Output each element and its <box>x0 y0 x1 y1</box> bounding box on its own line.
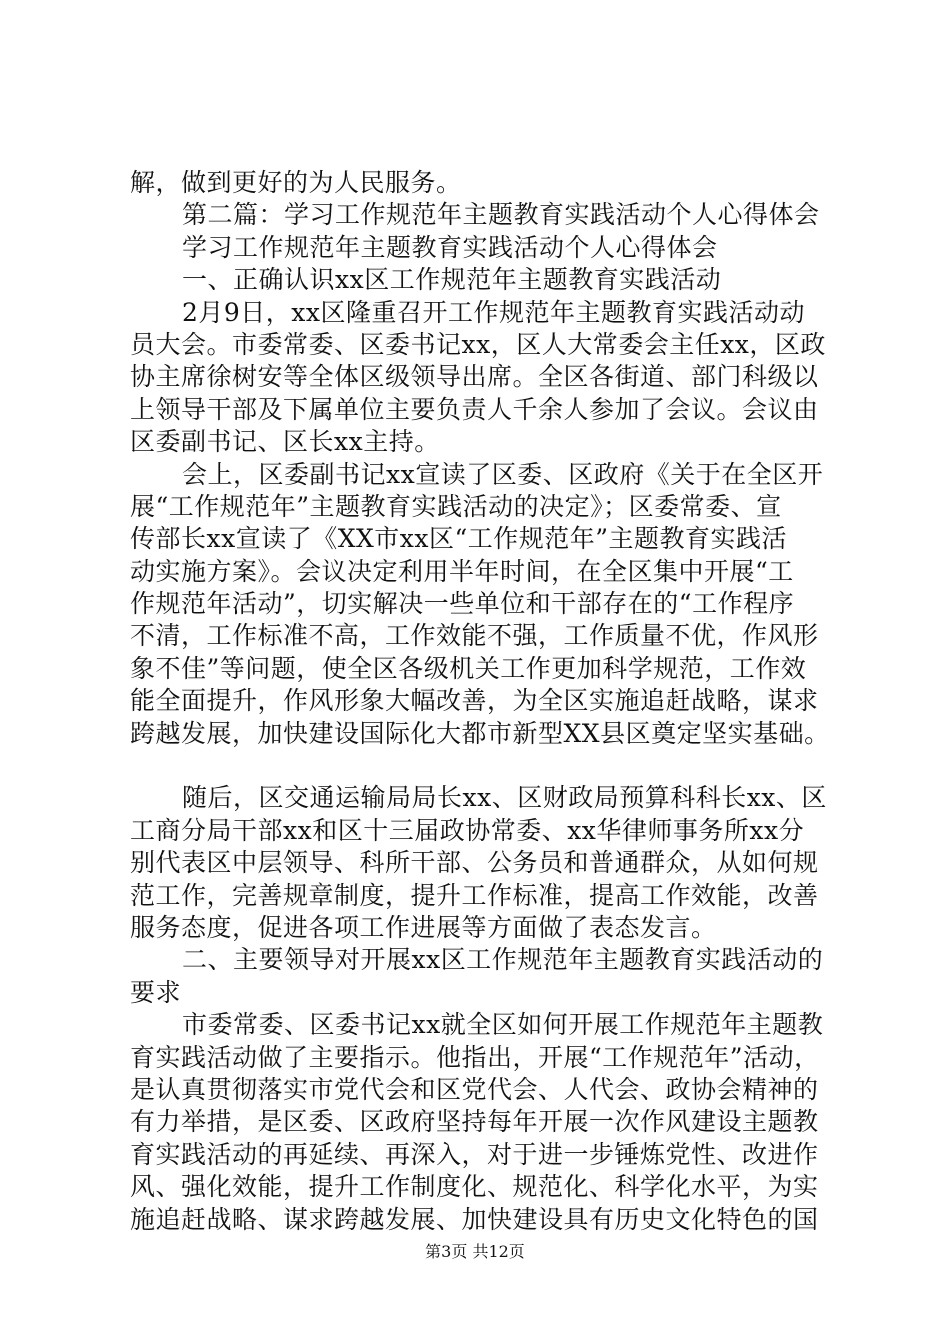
text-line: 要求 <box>130 977 182 1007</box>
text-line: 学习工作规范年主题教育实践活动个人心得体会 <box>182 232 718 262</box>
text-line: 展“工作规范年”主题教育实践活动的决定》；区委常委、宣 <box>130 491 782 521</box>
text-line: 解，做到更好的为人民服务。 <box>130 168 462 197</box>
text-line: 动实施方案》。会议决定利用半年时间，在全区集中开展“工 <box>130 556 794 586</box>
text-line: 会上，区委副书记xx宣读了区委、区政府《关于在全区开 <box>182 459 824 489</box>
text-line: 协主席徐树安等全体区级领导出席。全区各街道、部门科级以 <box>130 362 819 392</box>
text-line: 不清，工作标准不高，工作效能不强，工作质量不优，作风形 <box>130 621 819 651</box>
text-line: 施追赶战略、谋求跨越发展、加快建设具有历史文化特色的国 <box>130 1204 819 1234</box>
text-line: 工商分局干部xx和区十三届政协常委、xx华律师事务所xx分 <box>130 815 805 845</box>
text-line: 服务态度，促进各项工作进展等方面做了表态发言。 <box>130 912 717 942</box>
text-line: 上领导干部及下属单位主要负责人千余人参加了会议。会议由 <box>130 394 819 424</box>
text-line: 育实践活动做了主要指示。他指出，开展“工作规范年”活动， <box>130 1042 820 1072</box>
page-number-footer: 第3页 共12页 <box>425 1242 525 1261</box>
text-line: 范工作，完善规章制度，提升工作标准，提高工作效能，改善 <box>130 880 819 910</box>
document-body <box>130 167 830 1236</box>
text-line: 区委副书记、区长xx主持。 <box>130 427 440 457</box>
text-line: 别代表区中层领导、科所干部、公务员和普通群众，从如何规 <box>130 848 819 878</box>
text-line: 有力举措，是区委、区政府坚持每年开展一次作风建设主题教 <box>130 1107 819 1137</box>
text-line: 第二篇：学习工作规范年主题教育实践活动个人心得体会 <box>182 200 820 230</box>
text-line <box>130 750 830 782</box>
text-line: 是认真贯彻落实市党代会和区党代会、人代会、政协会精神的 <box>130 1074 819 1104</box>
text-line: 一、正确认识xx区工作规范年主题教育实践活动 <box>182 265 722 295</box>
text-line: 2月9日，xx区隆重召开工作规范年主题教育实践活动动 <box>182 297 806 327</box>
text-line: 育实践活动的再延续、再深入，对于进一步锤炼党性、改进作 <box>130 1139 819 1169</box>
text-line: 跨越发展，加快建设国际化大都市新型XX县区奠定坚实基础。 <box>130 718 830 748</box>
text-line: 能全面提升，作风形象大幅改善，为全区实施追赶战略，谋求 <box>130 686 819 716</box>
text-line: 风、强化效能，提升工作制度化、规范化、科学化水平，为实 <box>130 1172 819 1202</box>
text-line: 市委常委、区委书记xx就全区如何开展工作规范年主题教 <box>182 1010 824 1040</box>
text-line: 二、主要领导对开展xx区工作规范年主题教育实践活动的 <box>182 945 824 975</box>
text-line: 作规范年活动”，切实解决一些单位和干部存在的“工作程序 <box>130 589 795 619</box>
text-line: 员大会。市委常委、区委书记xx，区人大常委会主任xx，区政 <box>130 329 826 359</box>
text-line: 随后，区交通运输局局长xx、区财政局预算科科长xx、区 <box>182 783 827 813</box>
text-line: 象不佳”等问题，使全区各级机关工作更加科学规范，工作效 <box>130 653 807 683</box>
text-line: 传部长xx宣读了《XX市xx区“工作规范年”主题教育实践活 <box>130 524 788 554</box>
